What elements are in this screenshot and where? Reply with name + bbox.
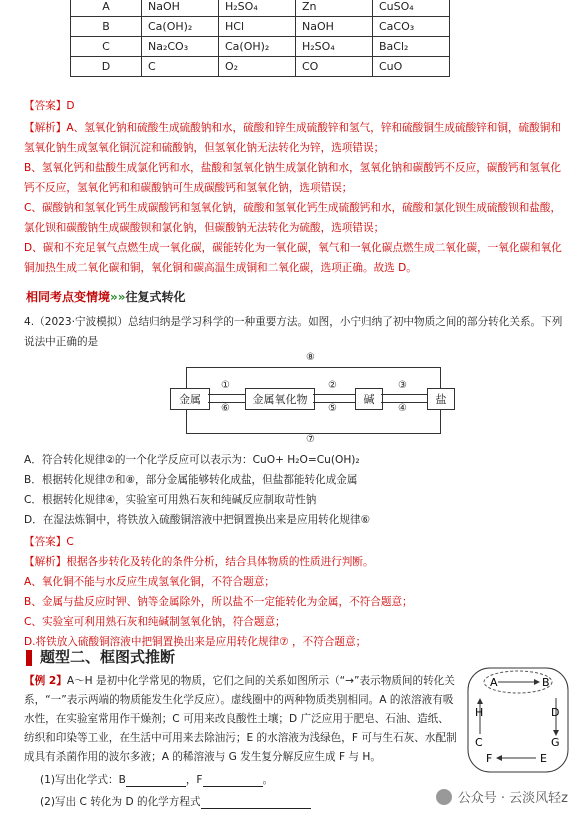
substance-cell: H₂SO₄	[296, 37, 373, 57]
substance-cell: C	[142, 57, 219, 77]
q4-analysis-b: B、金属与盐反应时钾、钠等金属除外，所以盐不一定能转化为金属，不符合题意；	[24, 596, 413, 608]
q4-analysis-a: A、氧化铜不能与水反应生成氢氧化铜，不符合题意；	[24, 576, 275, 588]
example-2-text: 【例 2】A～H 是初中化学常见的物质，它们之间的关系如图所示（“→”表示物质间的转化关系，“一”表示两端的物质能发生化学反应）。虚线圈中的两种物质类别相同。A 的浓溶液有吸水性，在实验室常用作干燥剂；C 可用来改良酸性土壤；D 广泛应用于肥皂、石油、造纸、纺织和印染等工业，在生活中可用来去除油污；E 的水溶液为浅绿色，F 可与生石灰、水配制成具有杀菌作用的波尔多液；A 的稀溶液与 G 发生复分解反应生成 F 与 H。	[24, 675, 457, 763]
q4-analysis-d: D.将铁放入硫酸铜溶液中把铜置换出来是应用转化规律⑦ ，不符合题意；	[24, 636, 367, 648]
answer-blank-equation[interactable]	[201, 797, 311, 809]
section-heading: 相同考点变情境»»往复式转化	[26, 290, 186, 304]
label-5: ⑤	[328, 403, 337, 414]
option-key-cell: D	[71, 57, 142, 77]
node-e: E	[540, 752, 547, 765]
substance-cell: NaOH	[296, 17, 373, 37]
label-3: ③	[398, 380, 407, 391]
answer-blank-b[interactable]	[126, 775, 186, 787]
node-d: D	[551, 706, 560, 719]
substance-cell: CuSO₄	[373, 0, 450, 17]
substance-cell: CaCO₃	[373, 17, 450, 37]
title-bar-decoration	[26, 650, 32, 666]
q4-option-b: B．根据转化规律⑦和⑧，部分金属能够转化成盐，但盐都能转化成金属	[24, 474, 358, 486]
table-row	[71, 37, 450, 57]
node-f: F	[486, 752, 493, 765]
analysis-1-b: B、氢氧化钙和盐酸生成氯化钙和水，盐酸和氢氧化钠生成氯化钠和水，氢氧化钠和碳酸钙不反应，碳酸钙和氢氧化钙不反应，氢氧化钙和和碳酸钠可生成碳酸钙和氢氧化钠，选项错误；	[24, 162, 561, 194]
example-2-q1: (1)写出化学式：B ，F 。	[40, 774, 274, 786]
node-b: B	[542, 676, 550, 689]
inference-diagram	[462, 664, 574, 776]
label-4: ④	[398, 403, 407, 414]
q4-analysis-c: C、实验室可利用熟石灰和纯碱制氢氧化钠，符合题意；	[24, 616, 286, 628]
options-table	[70, 0, 450, 77]
answer-blank-f[interactable]	[203, 775, 263, 787]
substance-cell: BaCl₂	[373, 37, 450, 57]
substance-cell: Zn	[296, 0, 373, 17]
analysis-1-a: 【解析】A、氢氧化钠和硫酸生成硫酸钠和水，硫酸和锌生成硫酸锌和氢气，锌和硫酸铜生成硫酸锌和铜，硫酸铜和氢氧化钠生成氢氧化铜沉淀和硫酸钠，但氢氧化钠无法转化为锌，选项错误；	[24, 122, 561, 154]
q4-option-c: C．根据转化规律④，实验室可用熟石灰和纯碱反应制取苛性钠	[24, 494, 317, 506]
watermark: 公众号 · 云淡风轻z	[436, 787, 568, 806]
substance-cell: HCl	[219, 17, 296, 37]
box-metal-oxide: 金属氧化物	[245, 388, 315, 410]
label-1: ①	[221, 380, 230, 391]
box-metal: 金属	[170, 388, 210, 410]
substance-cell: NaOH	[142, 0, 219, 17]
table-row	[71, 0, 450, 17]
label-7: ⑦	[306, 434, 315, 445]
substance-cell: CuO	[373, 57, 450, 77]
box-base: 碱	[355, 388, 383, 410]
option-key-cell: B	[71, 17, 142, 37]
table-row	[71, 17, 450, 37]
substance-cell: H₂SO₄	[219, 0, 296, 17]
substance-cell: Ca(OH)₂	[142, 17, 219, 37]
q4-option-d: D．在湿法炼铜中，将铁放入硫酸铜溶液中把铜置换出来是应用转化规律⑥	[24, 514, 371, 526]
q4-answer: 【答案】C	[24, 536, 74, 548]
q4-analysis-0: 【解析】根据各步转化及转化的条件分析，结合具体物质的性质进行判断。	[24, 556, 374, 568]
label-6: ⑥	[221, 403, 230, 414]
label-2: ②	[328, 380, 337, 391]
wechat-icon	[436, 789, 452, 805]
answer-1: 【答案】D	[24, 100, 75, 112]
q4-option-a: A．符合转化规律②的一个化学反应可以表示为：CuO+ H₂O=Cu(OH)₂	[24, 454, 360, 466]
option-key-cell: A	[71, 0, 142, 17]
table-row	[71, 57, 450, 77]
section-title-2: 题型二、框图式推断	[40, 648, 176, 666]
label-8: ⑧	[306, 352, 315, 363]
substance-cell: O₂	[219, 57, 296, 77]
substance-cell: Ca(OH)₂	[219, 37, 296, 57]
analysis-1-c: C、碳酸钠和氢氧化钙生成碳酸钙和氢氧化钠，硫酸和氢氧化钙生成硫酸钙和水，硫酸和氯化钡生成硫酸钡和盐酸，氯化钡和碳酸钠生成碳酸钡和氯化钠，但碳酸钠无法转化为硫酸，选项错误；	[24, 202, 562, 234]
q4-stem: 4.（2023·宁波模拟）总结归纳是学习科学的一种重要方法。如图，小宁归纳了初中物质之间的部分转化关系。下列说法中正确的是	[24, 316, 563, 348]
substance-cell: CO	[296, 57, 373, 77]
node-h: H	[475, 706, 484, 719]
node-g: G	[551, 736, 560, 749]
analysis-1-d: D、碳和不充足氧气点燃生成一氧化碳，碳能转化为一氧化碳，氧气和一氧化碳点燃生成二氧化碳，一氧化碳和氧化铜加热生成二氧化碳和铜，氧化铜和碳高温生成铜和二氧化碳，选项正确。故选 D。	[24, 242, 562, 274]
box-salt: 盐	[427, 388, 455, 410]
node-c: C	[475, 736, 483, 749]
node-a: A	[490, 676, 498, 689]
example-2-q2: (2)写出 C 转化为 D 的化学方程式	[40, 794, 311, 809]
option-key-cell: C	[71, 37, 142, 57]
substance-cell: Na₂CO₃	[142, 37, 219, 57]
